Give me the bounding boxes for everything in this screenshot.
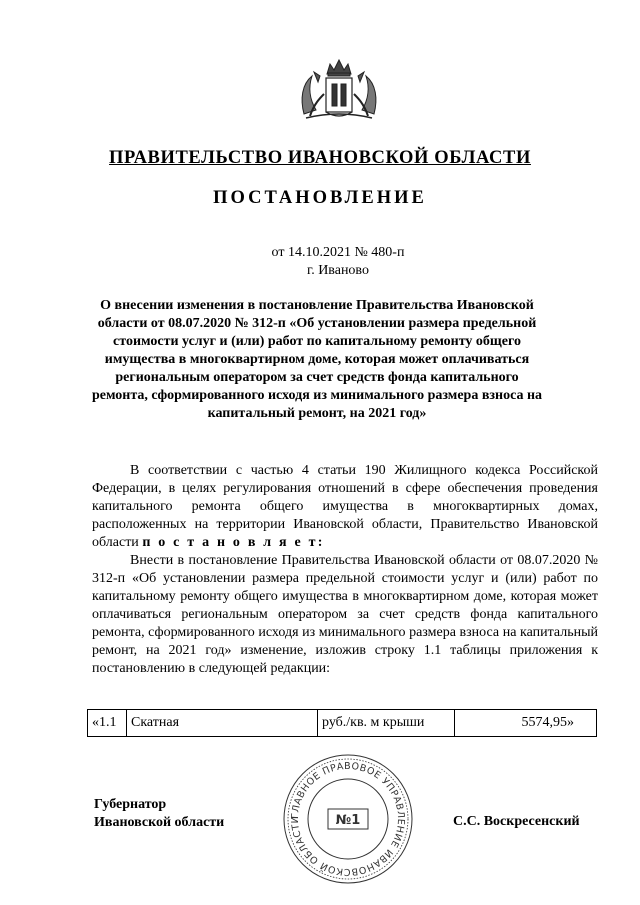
city: г. Иваново — [307, 263, 369, 278]
paragraph-amendment: Внести в постановление Правительства Ивановской области от 08.07.2020 № 312-п «Об установлении размера предельной стоимости услуг и (или) работ по капитальному ремонту общего имущества в многоквартирном доме, которая может оплачиваться региональным оператором за счет средств фонда капитального ремонта, сформированного исходя из минимального размера взноса на капитальный ремонт, на 2021 год» изменение, изложив строку 1.1 таблицы приложения к постановлению в следующей редакции: — [92, 553, 598, 676]
amendment-table — [87, 709, 597, 737]
preamble-text: В соответствии с частью 4 статьи 190 Жилищного кодекса Российской Федерации, в целях регулирования отношений в сфере обеспечения проведения капитального ремонта общего имущества в многоквартирных домах, расположенных на территории Ивановской области, Правительство Ивановской области — [92, 463, 598, 550]
signatory-title — [94, 796, 224, 832]
signatory-title-line1: Губернатор — [94, 797, 167, 812]
official-stamp — [281, 752, 415, 886]
resolves-phrase: п о с т а н о в л я е т: — [142, 535, 325, 550]
organization-title: ПРАВИТЕЛЬСТВО ИВАНОВСКОЙ ОБЛАСТИ — [109, 148, 531, 168]
coat-of-arms-emblem — [294, 54, 384, 124]
document-type: ПОСТАНОВЛЕНИЕ — [213, 188, 427, 208]
signatory-name: С.С. Воскресенский — [453, 814, 580, 829]
stamp-ring-text: ГЛАВНОЕ ПРАВОВОЕ УПРАВЛЕНИЕ ИВАНОВСКОЙ ОБЛАСТИ — [289, 760, 407, 878]
document-body — [92, 462, 598, 678]
document-subject: О внесении изменения в постановление Правительства Ивановской области от 08.07.2020 № 312-п «Об установлении размера предельной стоимости услуг и (или) работ по капитальному ремонту общего имущества в многоквартирном доме, которая может оплачиваться региональным оператором за счет средств фонда капитального ремонта, сформированного исходя из минимального размера взноса на капитальный ремонт, на 2021 год» — [91, 298, 543, 421]
stamp-number: №1 — [335, 813, 361, 828]
unit-cell: руб./кв. м крыши — [318, 710, 455, 737]
document-meta — [0, 244, 640, 280]
table-row — [88, 710, 597, 737]
work-type-cell: Скатная — [127, 710, 318, 737]
cost-cell: 5574,95» — [455, 710, 597, 737]
paragraph-preamble — [92, 462, 598, 552]
row-number-cell: «1.1 — [88, 710, 127, 737]
date-number: от 14.10.2021 № 480-п — [271, 245, 405, 260]
signatory-title-line2: Ивановской области — [94, 815, 225, 830]
